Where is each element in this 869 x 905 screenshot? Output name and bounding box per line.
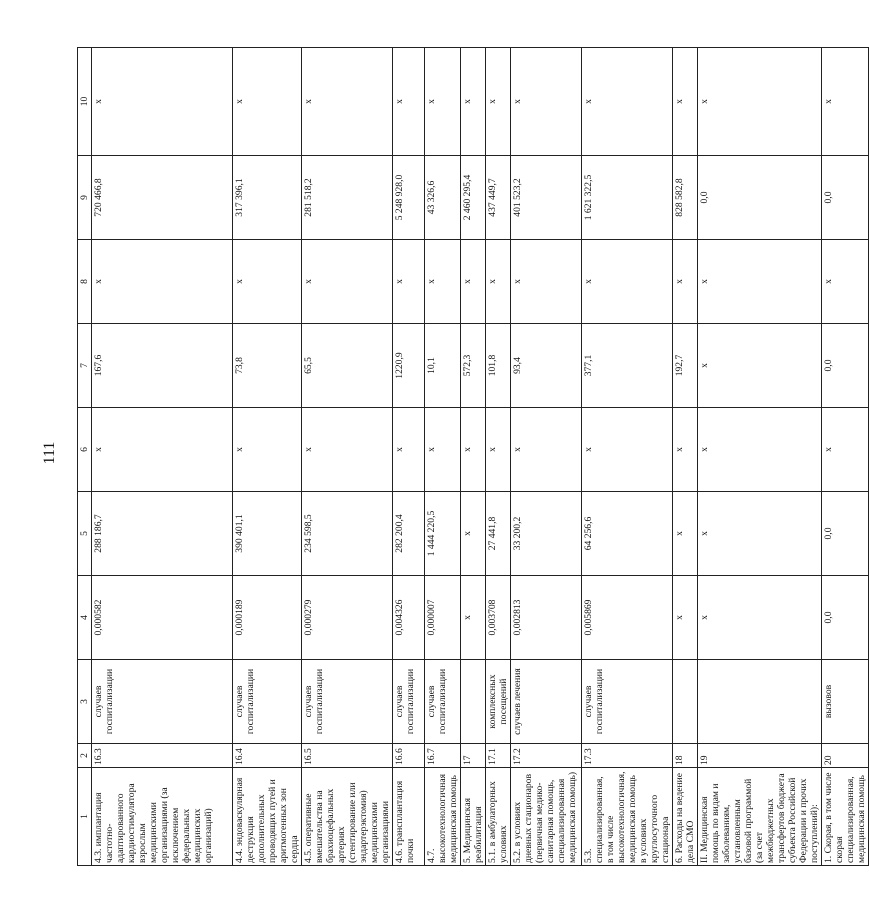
cell-col-2: 17.1 [486, 744, 511, 768]
cell-col-10: х [92, 48, 233, 156]
page-number: 111 [41, 441, 58, 465]
table-row [822, 48, 869, 866]
cell-col-2: 17.2 [511, 744, 582, 768]
cell-col-4: х [461, 576, 486, 660]
cell-col-1: 5.2. в условиях дневных стационаров (первичная медико-санитарная помощь, специализированная медицинская помощь) [511, 768, 582, 866]
cell-col-9: 828 582,8 [673, 156, 698, 240]
cell-col-5: 282 200,4 [393, 492, 425, 576]
table-row [673, 48, 698, 866]
cell-col-10: х [233, 48, 302, 156]
cell-col-10: х [582, 48, 673, 156]
cell-col-5: 64 256,6 [582, 492, 673, 576]
cell-col-9: 0,0 [822, 156, 869, 240]
cell-col-9: 5 248 928,0 [393, 156, 425, 240]
cell-col-8: х [822, 240, 869, 324]
cell-col-5: х [461, 492, 486, 576]
rotated-table-wrapper [77, 48, 867, 866]
cell-col-10: х [698, 48, 822, 156]
cell-col-8: х [302, 240, 393, 324]
cell-col-1: 5. Медицинская реабилитация [461, 768, 486, 866]
cell-col-7: 0,0 [822, 324, 869, 408]
cell-col-3: случаев госпитализации [233, 660, 302, 744]
cell-col-7: 572,3 [461, 324, 486, 408]
cell-col-8: х [393, 240, 425, 324]
cell-col-7: 101,8 [486, 324, 511, 408]
cell-col-8: х [92, 240, 233, 324]
cell-col-6: х [92, 408, 233, 492]
cell-col-4: 0,003708 [486, 576, 511, 660]
cell-col-4: 0,005869 [582, 576, 673, 660]
header-cell: 7 [78, 324, 92, 408]
cell-col-9: 1 621 322,5 [582, 156, 673, 240]
cell-col-5: 27 441,8 [486, 492, 511, 576]
cell-col-1: II. Медицинская помощь по видам и заболеваниям, установленным базовой программой (за счет межбюджетных трансфертов бюджета субъекта Российской Федерации и прочих поступлений): [698, 768, 822, 866]
cell-col-10: х [673, 48, 698, 156]
cell-col-6: х [582, 408, 673, 492]
cell-col-8: х [233, 240, 302, 324]
cell-col-3: комплексных посещений [486, 660, 511, 744]
cell-col-7: 192,7 [673, 324, 698, 408]
cell-col-10: х [486, 48, 511, 156]
cell-col-1: 4.4. эндоваскулярная деструкция дополнительных проводящих путей и аритмогенных зон сердца [233, 768, 302, 866]
table-row [582, 48, 673, 866]
cell-col-4: 0,002813 [511, 576, 582, 660]
cell-col-2: 17.3 [582, 744, 673, 768]
cell-col-5: х [673, 492, 698, 576]
cell-col-10: х [393, 48, 425, 156]
cell-col-2: 16.4 [233, 744, 302, 768]
cell-col-6: х [822, 408, 869, 492]
cell-col-6: х [673, 408, 698, 492]
cell-col-9: 401 523,2 [511, 156, 582, 240]
cell-col-10: х [302, 48, 393, 156]
cell-col-2: 18 [673, 744, 698, 768]
cell-col-3 [698, 660, 822, 744]
cell-col-3: случаев госпитализации [582, 660, 673, 744]
cell-col-6: х [511, 408, 582, 492]
cell-col-3 [461, 660, 486, 744]
cell-col-1: 4.3. имплантация частотно-адаптированного кардиостимулятора взрослым медицинскими организациями (за исключением федеральных медицинских организаций) [92, 768, 233, 866]
cell-col-2: 16.5 [302, 744, 393, 768]
cell-col-7: 10,1 [425, 324, 461, 408]
header-cell: 9 [78, 156, 92, 240]
cell-col-8: х [673, 240, 698, 324]
header-cell: 1 [78, 768, 92, 866]
cell-col-7: 377,1 [582, 324, 673, 408]
cell-col-8: х [486, 240, 511, 324]
cell-col-7: 167,6 [92, 324, 233, 408]
cell-col-6: х [425, 408, 461, 492]
cell-col-4: 0,000007 [425, 576, 461, 660]
cell-col-3: случаев госпитализации [302, 660, 393, 744]
cell-col-4: 0,000279 [302, 576, 393, 660]
header-cell: 6 [78, 408, 92, 492]
cell-col-7: 73,8 [233, 324, 302, 408]
cell-col-4: 0,0 [822, 576, 869, 660]
cell-col-3 [673, 660, 698, 744]
cell-col-1: 4.7. высокотехнологичная медицинская помощь [425, 768, 461, 866]
cell-col-4: х [673, 576, 698, 660]
cell-col-5: 390 401,1 [233, 492, 302, 576]
table-row [92, 48, 233, 866]
table-body [78, 48, 869, 866]
cell-col-9: 0,0 [698, 156, 822, 240]
cell-col-5: 0,0 [822, 492, 869, 576]
cell-col-7: х [698, 324, 822, 408]
cell-col-7: 1220,9 [393, 324, 425, 408]
cell-col-1: 5.3. специализированная, в том числе высокотехнологичная, медицинская помощь в условиях круглосуточного стационара [582, 768, 673, 866]
cell-col-1: 4.6. трансплантация почки [393, 768, 425, 866]
cell-col-10: х [822, 48, 869, 156]
table-row [461, 48, 486, 866]
header-row [78, 48, 92, 866]
header-cell: 8 [78, 240, 92, 324]
cell-col-6: х [302, 408, 393, 492]
cell-col-7: 65,5 [302, 324, 393, 408]
cell-col-3: случаев госпитализации [92, 660, 233, 744]
cell-col-3: случаев госпитализации [393, 660, 425, 744]
cell-col-1: 6. Расходы на ведение дела СМО [673, 768, 698, 866]
cell-col-2: 20 [822, 744, 869, 768]
header-cell: 4 [78, 576, 92, 660]
cell-col-3: вызовов [822, 660, 869, 744]
table-row [511, 48, 582, 866]
cell-col-9: 43 326,6 [425, 156, 461, 240]
cell-col-5: 288 186,7 [92, 492, 233, 576]
cell-col-3: случаев лечения [511, 660, 582, 744]
cell-col-8: х [461, 240, 486, 324]
header-cell: 2 [78, 744, 92, 768]
header-cell: 5 [78, 492, 92, 576]
cell-col-6: х [486, 408, 511, 492]
cell-col-8: х [425, 240, 461, 324]
cell-col-1: 5.1. в амбулаторных условиях [486, 768, 511, 866]
cell-col-9: 317 396,1 [233, 156, 302, 240]
cell-col-10: х [425, 48, 461, 156]
table-row [425, 48, 461, 866]
cell-col-2: 17 [461, 744, 486, 768]
cell-col-4: 0,004326 [393, 576, 425, 660]
table-row [393, 48, 425, 866]
cell-col-2: 16.6 [393, 744, 425, 768]
cell-col-5: 33 200,2 [511, 492, 582, 576]
header-cell: 3 [78, 660, 92, 744]
header-cell: 10 [78, 48, 92, 156]
cell-col-2: 19 [698, 744, 822, 768]
cell-col-2: 16.3 [92, 744, 233, 768]
cell-col-10: х [511, 48, 582, 156]
cell-col-2: 16.7 [425, 744, 461, 768]
cell-col-8: х [582, 240, 673, 324]
cell-col-1: 1. Скорая, в том числе скорая специализированная, медицинская помощь [822, 768, 869, 866]
table-row [233, 48, 302, 866]
cell-col-6: х [233, 408, 302, 492]
cell-col-4: 0,000189 [233, 576, 302, 660]
cell-col-9: 281 518,2 [302, 156, 393, 240]
cell-col-8: х [698, 240, 822, 324]
cell-col-5: х [698, 492, 822, 576]
table-container [77, 48, 867, 866]
cell-col-9: 2 460 295,4 [461, 156, 486, 240]
cell-col-3: случаев госпитализации [425, 660, 461, 744]
table-row [698, 48, 822, 866]
cell-col-10: х [461, 48, 486, 156]
cell-col-1: 4.5. оперативные вмешательства на брахиоцефальных артериях (стентирование или эндартерэктомия) медицинскими организациями [302, 768, 393, 866]
cell-col-6: х [461, 408, 486, 492]
cell-col-7: 93,4 [511, 324, 582, 408]
table-row [486, 48, 511, 866]
cell-col-9: 437 449,7 [486, 156, 511, 240]
data-table [77, 47, 869, 866]
cell-col-4: х [698, 576, 822, 660]
cell-col-4: 0,000582 [92, 576, 233, 660]
cell-col-9: 720 466,8 [92, 156, 233, 240]
cell-col-5: 234 598,5 [302, 492, 393, 576]
cell-col-6: х [698, 408, 822, 492]
cell-col-5: 1 444 220,5 [425, 492, 461, 576]
cell-col-6: х [393, 408, 425, 492]
cell-col-8: х [511, 240, 582, 324]
table-row [302, 48, 393, 866]
